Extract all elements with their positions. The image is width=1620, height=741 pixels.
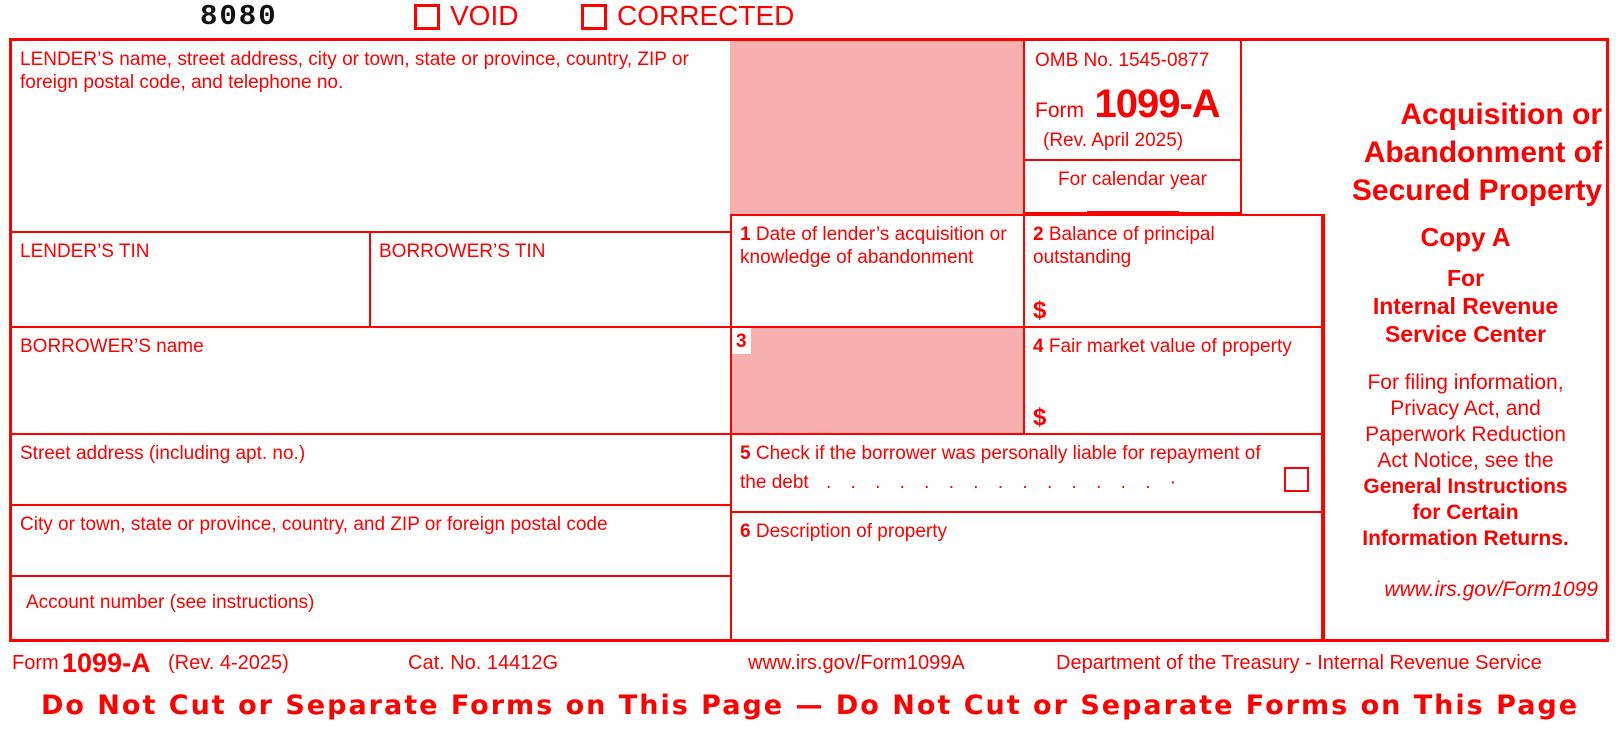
box-4-number: 4 — [1033, 336, 1044, 357]
city-state-zip-label: City or town, state or province, country, and ZIP or foreign postal code — [20, 514, 608, 535]
notice-line2: Privacy Act, and — [1390, 397, 1541, 420]
borrower-name-field[interactable] — [12, 326, 730, 433]
notice-line4: Act Notice, see the — [1377, 449, 1554, 472]
corrected-label: CORRECTED — [617, 0, 795, 31]
shaded-block-top — [730, 41, 1025, 214]
omb-form-block — [1025, 41, 1242, 214]
box-2-number: 2 — [1033, 224, 1044, 245]
borrower-tin-label: BORROWER’S TIN — [379, 241, 546, 262]
copy-notice — [1325, 348, 1606, 552]
copy-for-label: For — [1446, 265, 1485, 291]
notice-line1: For filing information, — [1367, 371, 1564, 394]
street-address-field[interactable] — [12, 433, 730, 504]
void-label: VOID — [450, 0, 519, 31]
box-2-currency-symbol: $ — [1033, 297, 1047, 324]
omb-number: OMB No. 1545-0877 — [1035, 50, 1210, 71]
form-title-line2: Abandonment of — [1363, 136, 1602, 169]
box-6-number: 6 — [740, 521, 751, 542]
account-number-label: Account number (see instructions) — [26, 592, 315, 613]
copy-a-label: Copy A — [1420, 222, 1511, 252]
box-6-description-of-property[interactable] — [730, 511, 1323, 642]
footer-url[interactable]: www.irs.gov/Form1099A — [748, 652, 965, 674]
box-2-balance-principal[interactable] — [1025, 214, 1323, 326]
box-6-label: Description of property — [755, 521, 948, 542]
lender-name-address-label: LENDER’S name, street address, city or town, state or province, country, ZIP or foreign postal code, and telephone no. — [20, 49, 689, 93]
copy-irs-line1: Internal Revenue — [1372, 293, 1559, 319]
borrower-name-label: BORROWER’S name — [20, 336, 204, 357]
street-address-label: Street address (including apt. no.) — [20, 443, 306, 464]
box-1-number: 1 — [740, 224, 751, 245]
notice-bold3: Information Returns — [1362, 527, 1563, 550]
barcode: 8080 — [200, 0, 278, 33]
notice-period: . — [1562, 527, 1569, 550]
lender-tin-field[interactable] — [12, 231, 369, 326]
top-strip — [0, 0, 1620, 36]
box-5-label-line2: the debt — [740, 472, 809, 493]
box-5-label-line1: Check if the borrower was personally liable for repayment of — [755, 443, 1261, 464]
corrected-checkbox[interactable] — [581, 4, 607, 30]
box-4-fair-market-value[interactable] — [1025, 326, 1323, 433]
notice-bold2: for Certain — [1412, 501, 1519, 524]
lender-name-address-field[interactable] — [12, 41, 730, 231]
notice-line3: Paperwork Reduction — [1365, 423, 1566, 446]
form-title — [1252, 96, 1602, 210]
box-3-number: 3 — [732, 328, 751, 354]
footer-cat-no: Cat. No. 14412G — [408, 652, 559, 674]
form-footer — [0, 648, 1620, 678]
borrower-tin-field[interactable] — [369, 231, 730, 326]
form-revision: (Rev. April 2025) — [1043, 130, 1184, 151]
irs-website-link[interactable]: www.irs.gov/Form1099 — [1384, 578, 1598, 601]
cut-notice: Do Not Cut or Separate Forms on This Page — Do Not Cut or Separate Forms on This Page — [40, 690, 1580, 721]
calendar-year-label: For calendar year — [1058, 169, 1207, 190]
copy-a-column — [1323, 214, 1606, 642]
account-number-field[interactable] — [12, 575, 730, 642]
footer-form-word: Form — [12, 652, 59, 674]
box-2-label: Balance of principal outstanding — [1033, 224, 1215, 268]
footer-dept: Department of the Treasury - Internal Revenue Service — [1056, 652, 1542, 674]
city-state-zip-field[interactable] — [12, 504, 730, 575]
box-5-checkbox[interactable] — [1284, 467, 1309, 492]
box-4-label: Fair market value of property — [1048, 336, 1292, 357]
footer-form-number: 1099-A — [62, 648, 151, 678]
box-3-reserved — [730, 326, 1025, 433]
lender-tin-label: LENDER’S TIN — [20, 241, 150, 262]
calendar-year-input[interactable] — [1087, 201, 1179, 213]
box-5-number: 5 — [740, 443, 751, 464]
copy-irs-line2: Service Center — [1384, 321, 1547, 347]
form-body — [9, 38, 1609, 642]
form-number: 1099-A — [1094, 82, 1220, 126]
void-checkbox[interactable] — [414, 4, 440, 30]
box-1-date-acquisition[interactable] — [730, 214, 1025, 326]
form-title-line1: Acquisition or — [1400, 98, 1602, 131]
form-word: Form — [1035, 99, 1084, 122]
box-4-currency-symbol: $ — [1033, 404, 1047, 431]
box-5-personally-liable[interactable] — [730, 433, 1323, 511]
box-1-label: Date of lender’s acquisition or knowledge of abandonment — [740, 224, 1007, 268]
footer-form-revision: (Rev. 4-2025) — [168, 652, 289, 674]
form-title-line3: Secured Property — [1351, 174, 1602, 207]
box-5-leader-dots: . . . . . . . . . . . . . . · — [825, 472, 1184, 493]
notice-bold1: General Instructions — [1363, 475, 1568, 498]
